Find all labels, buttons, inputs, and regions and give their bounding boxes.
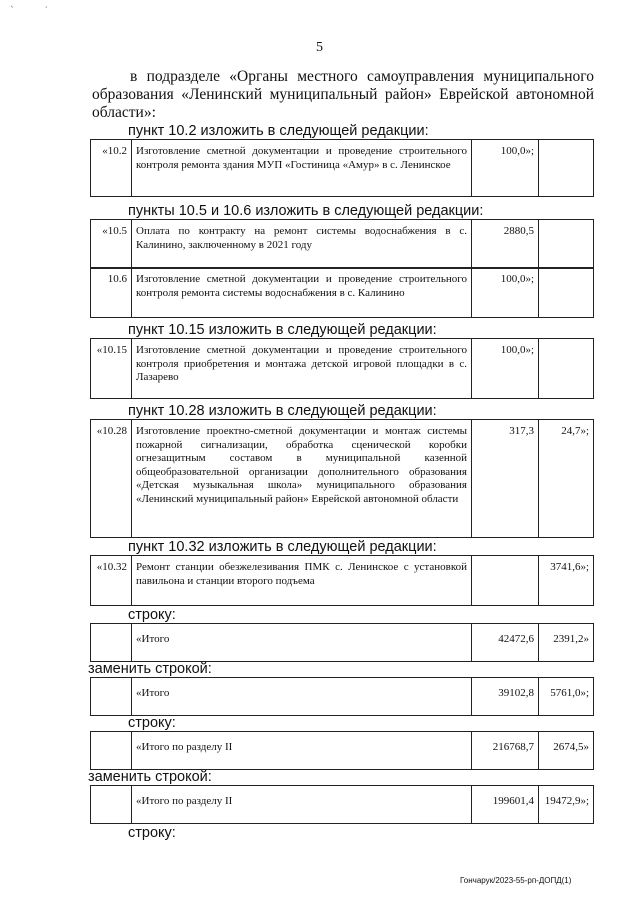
table-row-10-2 bbox=[90, 139, 594, 197]
row-value-2: 2674,5» bbox=[539, 732, 594, 770]
row-description: Изготовление сметной документации и проведение строительного контроля ремонта здания МУП «Гостиница «Амур» в с. Ленинское bbox=[132, 140, 472, 197]
row-description: Изготовление сметной документации и проведение строительного контроля приобретения и монтажа детской игровой площадки в с. Лазарево bbox=[132, 339, 472, 399]
table-row-10-15 bbox=[90, 338, 594, 399]
row-value-1: 100,0»; bbox=[472, 140, 539, 197]
row-number bbox=[91, 732, 132, 770]
table-row-10-6 bbox=[90, 267, 594, 318]
row-value-2 bbox=[539, 268, 594, 318]
table-row-total-new bbox=[90, 677, 594, 716]
heading-item-10-15: пункт 10.15 изложить в следующей редакции: bbox=[128, 322, 437, 338]
row-value-1: 100,0»; bbox=[472, 339, 539, 399]
heading-item-10-2: пункт 10.2 изложить в следующей редакции: bbox=[128, 123, 429, 139]
row-number bbox=[91, 678, 132, 716]
row-description: «Итого bbox=[132, 624, 472, 662]
row-description: «Итого по разделу II bbox=[132, 732, 472, 770]
row-description: «Итого по разделу II bbox=[132, 786, 472, 824]
row-number: «10.32 bbox=[91, 556, 132, 606]
row-description: Ремонт станции обезжелезивания ПМК с. Ленинское с установкой павильона и станции второго подъема bbox=[132, 556, 472, 606]
table-row-10-5 bbox=[90, 219, 594, 269]
heading-item-10-28: пункт 10.28 изложить в следующей редакции: bbox=[128, 403, 437, 419]
row-value-1: 100,0»; bbox=[472, 268, 539, 318]
row-value-2 bbox=[539, 220, 594, 269]
row-value-2: 24,7»; bbox=[539, 420, 594, 538]
heading-replace-with: заменить строкой: bbox=[88, 661, 212, 677]
page-number: 5 bbox=[316, 40, 323, 55]
intro-paragraph bbox=[92, 68, 594, 122]
row-number: «10.5 bbox=[91, 220, 132, 269]
row-value-1: 42472,6 bbox=[472, 624, 539, 662]
row-value-2: 2391,2» bbox=[539, 624, 594, 662]
row-value-1 bbox=[472, 556, 539, 606]
row-value-2: 3741,6»; bbox=[539, 556, 594, 606]
row-value-1: 199601,4 bbox=[472, 786, 539, 824]
table-row-section-total-new bbox=[90, 785, 594, 824]
row-number: «10.2 bbox=[91, 140, 132, 197]
row-value-2 bbox=[539, 339, 594, 399]
row-number bbox=[91, 786, 132, 824]
scan-corner-marks: ` ′ bbox=[10, 6, 62, 16]
row-value-1: 39102,8 bbox=[472, 678, 539, 716]
row-number: «10.28 bbox=[91, 420, 132, 538]
row-value-2: 5761,0»; bbox=[539, 678, 594, 716]
heading-items-10-5-10-6: пункты 10.5 и 10.6 изложить в следующей редакции: bbox=[128, 203, 484, 219]
row-number: 10.6 bbox=[91, 268, 132, 318]
table-row-10-28 bbox=[90, 419, 594, 538]
heading-line: строку: bbox=[128, 607, 176, 623]
row-description: Изготовление сметной документации и проведение строительного контроля ремонта системы водоснабжения в с. Калинино bbox=[132, 268, 472, 318]
row-value-1: 317,3 bbox=[472, 420, 539, 538]
row-number: «10.15 bbox=[91, 339, 132, 399]
table-row-total-old bbox=[90, 623, 594, 662]
heading-line: строку: bbox=[128, 825, 176, 841]
intro-line-1: в подразделе «Органы местного самоуправления муниципального bbox=[130, 68, 594, 85]
row-value-2: 19472,9»; bbox=[539, 786, 594, 824]
row-value-2 bbox=[539, 140, 594, 197]
heading-line: строку: bbox=[128, 715, 176, 731]
table-row-section-total-old bbox=[90, 731, 594, 770]
table-row-10-32 bbox=[90, 555, 594, 606]
row-value-1: 216768,7 bbox=[472, 732, 539, 770]
document-footer-code: Гончарук/2023-55-рп-ДОПД(1) bbox=[460, 876, 572, 885]
row-value-1: 2880,5 bbox=[472, 220, 539, 269]
heading-item-10-32: пункт 10.32 изложить в следующей редакции: bbox=[128, 539, 437, 555]
intro-line-3: области»: bbox=[92, 104, 156, 121]
intro-line-2: образования «Ленинский муниципальный район» Еврейской автономной bbox=[92, 86, 594, 103]
row-description: «Итого bbox=[132, 678, 472, 716]
row-description: Изготовление проектно-сметной документации и монтаж системы пожарной сигнализации, обработка сценической коробки огнезащитным составом в муниципальной казенной общеобразовательной организации дополнительного образования «Детская музыкальная школа» муниципального образования «Ленинский муниципальный район» Еврейской автономной области bbox=[132, 420, 472, 538]
row-number bbox=[91, 624, 132, 662]
heading-replace-with: заменить строкой: bbox=[88, 769, 212, 785]
row-description: Оплата по контракту на ремонт системы водоснабжения в с. Калинино, заключенному в 2021 году bbox=[132, 220, 472, 269]
